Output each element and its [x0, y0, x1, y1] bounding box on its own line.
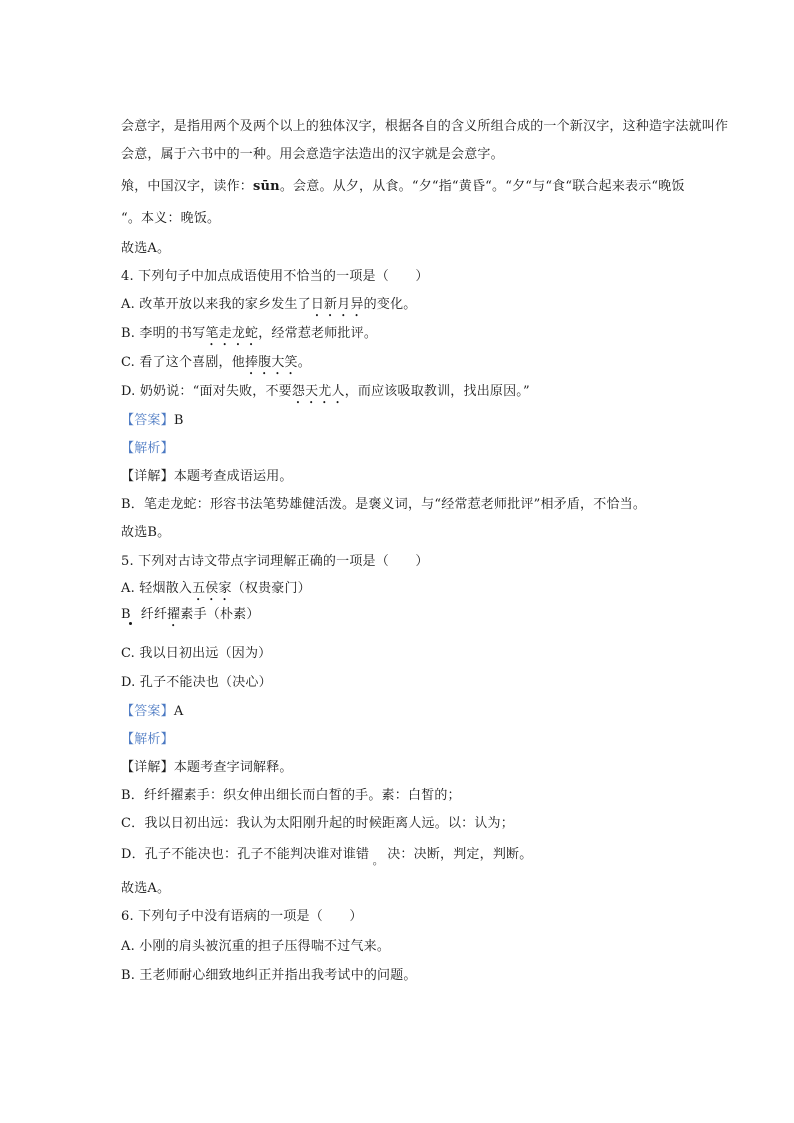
- text: C. 看了这个喜剧，他: [121, 355, 245, 370]
- dotted-idiom: 怨天尤人: [291, 384, 345, 399]
- analysis-label: 【解析】: [121, 732, 174, 747]
- conclusion: 故选B。: [121, 525, 171, 540]
- dotted-char: 擢: [167, 607, 181, 622]
- option-b: B. 王老师耐心细致地纠正并指出我考试中的问题。: [121, 968, 417, 983]
- text: 决：决断，判定，判断。: [387, 847, 533, 862]
- conclusion: 故选A。: [121, 241, 171, 256]
- text: 素手（朴素）: [180, 607, 260, 622]
- detail-text: 本题考查成语运用。: [173, 469, 293, 484]
- detail-row: [121, 759, 293, 777]
- dotted-idiom: 笔走龙蛇: [205, 326, 259, 341]
- text: 的变化。: [363, 297, 417, 312]
- text: B: [121, 607, 131, 622]
- answer-value: A: [173, 704, 184, 719]
- paragraph-line: 会意，属于六书中的一种。用会意造字法造出的汉字就是会意字。: [121, 147, 504, 162]
- option-a: A. 小刚的肩头被沉重的担子压得喘不过气来。: [121, 939, 391, 954]
- subscript-mark: 。: [372, 854, 384, 867]
- option-a: [121, 580, 311, 604]
- dotted-idiom: 日新月异: [310, 297, 364, 312]
- analysis-label: 【解析】: [121, 441, 174, 456]
- text: A. 改革开放以来我的家乡发生了: [121, 297, 311, 312]
- conclusion: 故选A。: [121, 881, 171, 896]
- option-a: [121, 296, 416, 320]
- answer-row: [121, 412, 184, 430]
- emphasis-dot: [129, 622, 132, 625]
- text: ，而应该吸取教训，找出原因。”: [344, 384, 530, 399]
- paragraph-line: 会意字，是指用两个及两个以上的独体汉字，根据各自的含义所组合成的一个新汉字，这种造字法就叫作: [121, 119, 729, 134]
- pinyin: sūn: [253, 179, 280, 194]
- text: D. 奶奶说：“面对失败，不要: [121, 384, 292, 399]
- question-stem: 4. 下列句子中加点成语使用不恰当的一项是（ ）: [121, 269, 429, 284]
- text: A. 轻烟散入: [121, 581, 193, 596]
- paragraph-line: “。本义：晚饭。: [121, 211, 221, 226]
- text: D．孔子不能决也：孔子不能判决谁对谁错: [121, 847, 370, 862]
- text: 。会意。从夕，从食。“夕“指“黄昏“。“夕“与“食“联合起来表示“晚饭: [279, 179, 685, 194]
- text: （权贵豪门）: [231, 581, 311, 596]
- answer-value: B: [173, 413, 184, 428]
- option-c: [121, 354, 311, 378]
- question-stem: 5. 下列对古诗文带点字词理解正确的一项是（ ）: [121, 554, 429, 569]
- text: 飧，中国汉字，读作：: [121, 179, 254, 194]
- detail-label: 【详解】: [121, 760, 174, 775]
- explanation: [121, 846, 533, 867]
- option-d: D. 孔子不能决也（决心）: [121, 675, 272, 690]
- answer-row: [121, 703, 183, 721]
- detail-text: 本题考查字词解释。: [173, 760, 293, 775]
- option-c: C. 我以日初出远（因为）: [121, 646, 272, 661]
- detail-row: [121, 468, 293, 486]
- text: 纤纤: [140, 607, 168, 622]
- text: 。: [297, 355, 311, 370]
- explanation: C．我以日初出远：我认为太阳刚升起的时候距离人远。以：认为；: [121, 816, 514, 831]
- dotted-idiom: 捧腹大笑: [244, 355, 298, 370]
- paragraph-line: [121, 178, 685, 196]
- text: ，经常惹老师批评。: [258, 326, 378, 341]
- dotted-phrase: 五侯家: [192, 581, 232, 596]
- option-b: [121, 325, 377, 349]
- option-b: [121, 606, 260, 630]
- answer-label: 【答案】: [121, 704, 174, 719]
- explanation: B．纤纤擢素手：织女伸出细长而白皙的手。素：白皙的；: [121, 788, 461, 803]
- detail-label: 【详解】: [121, 469, 174, 484]
- text: B. 李明的书写: [121, 326, 206, 341]
- answer-label: 【答案】: [121, 413, 174, 428]
- option-d: [121, 383, 530, 407]
- explanation: B．笔走龙蛇：形容书法笔势雄健活泼。是褒义词，与“经常惹老师批评”相矛盾，不恰当。: [121, 497, 647, 512]
- question-stem: 6. 下列句子中没有语病的一项是（ ）: [121, 909, 363, 924]
